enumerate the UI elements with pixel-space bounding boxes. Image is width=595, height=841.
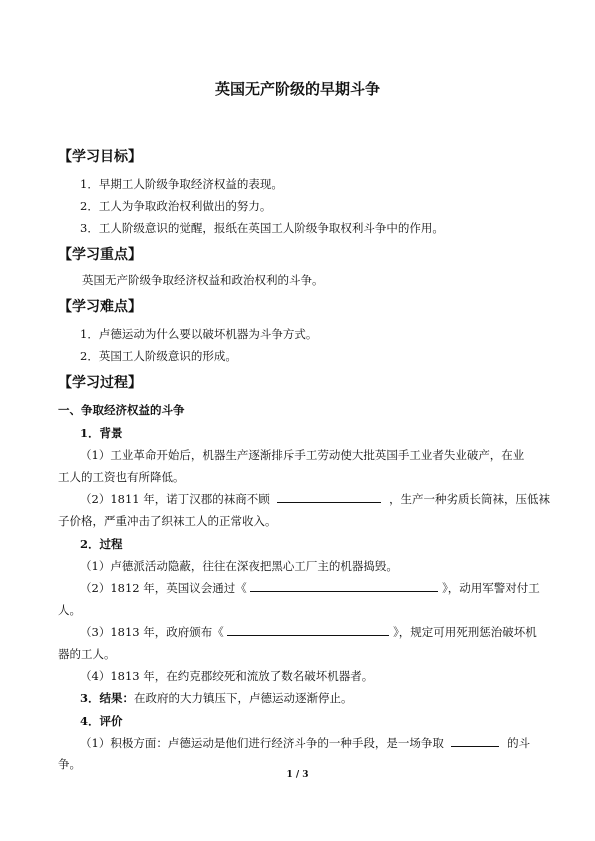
process-item-4: （4）1813 年，在约克郡绞死和流放了数名破坏机器者。 [80, 669, 374, 683]
section-process-heading: 【学习过程】 [58, 375, 142, 391]
background-para2-line1 [80, 491, 550, 507]
evaluation-item-1-line2: 争。 [58, 757, 81, 771]
bg2-text-after: ，生产一种劣质长筒袜，压低袜 [389, 492, 551, 506]
result-line [80, 690, 353, 706]
section-key-heading: 【学习重点】 [58, 247, 142, 263]
p2-text-before: （2）1812 年，英国议会通过《 [80, 581, 247, 595]
fill-blank-4 [451, 735, 499, 747]
background-para1-line1: （1）工业革命开始后，机器生产逐渐排斥手工劳动使大批英国手工业者失业破产，在业 [80, 448, 525, 462]
background-label: 1．背景 [80, 426, 123, 440]
fill-blank-1 [277, 491, 381, 503]
process-label: 2．过程 [80, 537, 123, 551]
process-item-2-line1 [80, 580, 540, 596]
page-number: 1 / 3 [286, 770, 309, 780]
evaluation-label: 4．评价 [80, 714, 123, 728]
process-item-2-line2: 人。 [58, 603, 81, 617]
difficult-item-2: 2．英国工人阶级意识的形成。 [80, 349, 237, 363]
process-item-3-line1 [80, 624, 537, 640]
bg2-text-before: （2）1811 年，诺丁汉郡的袜商不顾 [80, 492, 270, 506]
background-para2-line2: 子价格，严重冲击了织袜工人的正常收入。 [58, 514, 277, 528]
difficult-item-1: 1．卢德运动为什么要以破坏机器为斗争方式。 [80, 327, 318, 341]
section-difficult-heading: 【学习难点】 [58, 299, 142, 315]
page-title: 英国无产阶级的早期斗争 [214, 80, 380, 98]
p3-text-after: 》，规定可用死刑惩治破坏机 [393, 625, 537, 639]
fill-blank-3 [227, 624, 389, 636]
result-text: 在政府的大力镇压下，卢德运动逐渐停止。 [134, 691, 353, 705]
background-para1-line2: 工人的工资也有所降低。 [58, 470, 185, 484]
p3-text-before: （3）1813 年，政府颁布《 [80, 625, 224, 639]
result-label: 3．结果： [80, 691, 135, 705]
p2-text-after: 》，动用军警对付工 [442, 581, 540, 595]
e1-text-after: 的斗 [507, 736, 531, 750]
part1-heading: 一、争取经济权益的斗争 [58, 403, 185, 417]
goal-item-2: 2．工人为争取政治权利做出的努力。 [80, 199, 272, 213]
process-item-1: （1）卢德派活动隐蔽，往往在深夜把黑心工厂主的机器捣毁。 [80, 559, 398, 573]
goal-item-1: 1．早期工人阶级争取经济权益的表现。 [80, 177, 283, 191]
e1-text-before: （1）积极方面：卢德运动是他们进行经济斗争的一种手段，是一场争取 [80, 736, 444, 750]
section-goals-heading: 【学习目标】 [58, 149, 142, 165]
key-point-text: 英国无产阶级争取经济权益和政治权利的斗争。 [82, 273, 324, 287]
evaluation-item-1-line1 [80, 735, 530, 751]
process-item-3-line2: 器的工人。 [58, 647, 116, 661]
fill-blank-2 [250, 580, 438, 592]
goal-item-3: 3．工人阶级意识的觉醒，报纸在英国工人阶级争取权利斗争中的作用。 [80, 221, 444, 235]
